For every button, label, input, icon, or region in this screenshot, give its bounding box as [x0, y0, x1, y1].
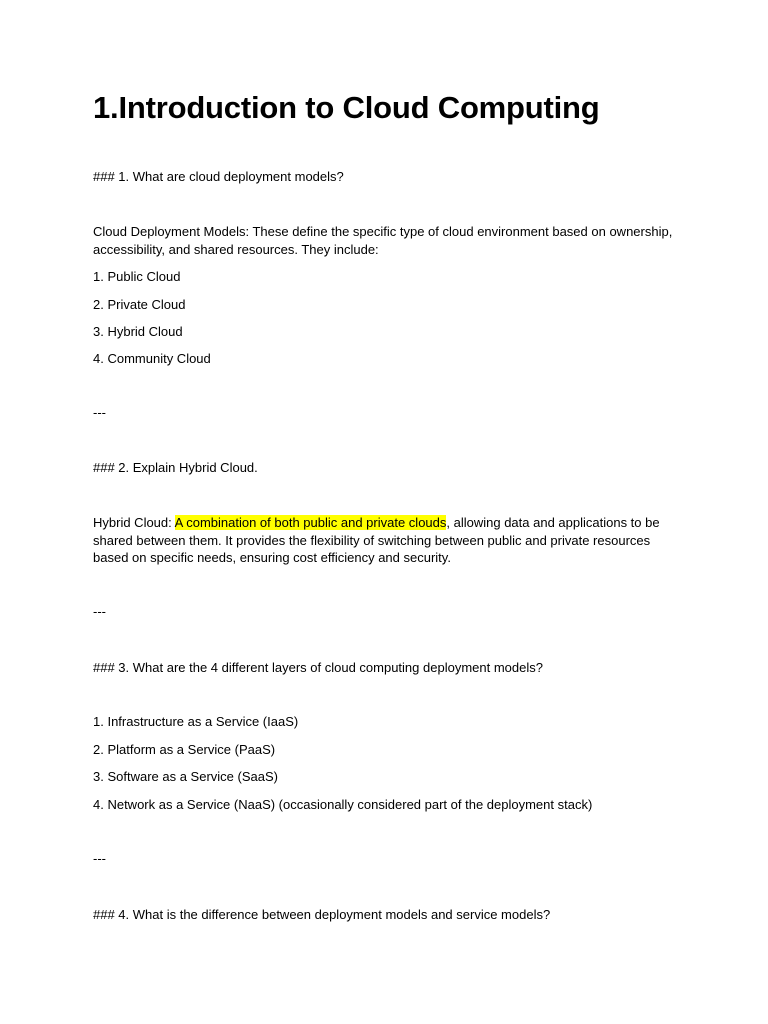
list-item: 2. Platform as a Service (PaaS): [93, 742, 276, 757]
section-3-heading: ### 3. What are the 4 different layers of cloud computing deployment models?: [93, 660, 543, 675]
list-item: 2. Private Cloud: [93, 297, 186, 312]
section-1-heading: ### 1. What are cloud deployment models?: [93, 169, 344, 184]
list-item: 1. Public Cloud: [93, 269, 181, 284]
separator: ---: [93, 604, 106, 619]
list-item: 3. Hybrid Cloud: [93, 324, 183, 339]
section-2-heading: ### 2. Explain Hybrid Cloud.: [93, 460, 258, 475]
section-4-heading: ### 4. What is the difference between deployment models and service models?: [93, 907, 551, 922]
separator: ---: [93, 851, 106, 866]
list-item: 3. Software as a Service (SaaS): [93, 769, 278, 784]
list-item: 4. Network as a Service (NaaS) (occasionally considered part of the deployment stack): [93, 797, 593, 812]
document-page: [93, 0, 683, 1024]
highlighted-text: A combination of both public and private clouds: [174, 515, 447, 530]
paragraph-lead-text: Hybrid Cloud:: [93, 515, 175, 530]
section-2-paragraph: [93, 514, 683, 567]
document-title: 1.Introduction to Cloud Computing: [93, 90, 600, 125]
section-1-intro: Cloud Deployment Models: These define the specific type of cloud environment based on ownership, accessibility, and shared resources. They include:: [93, 224, 673, 257]
list-item: 4. Community Cloud: [93, 351, 211, 366]
separator: ---: [93, 405, 106, 420]
paragraph-body-text: , allowing data and applications to be shared between them. It provides the flexibility of switching between public and private resources based on specific needs, ensuring cost efficiency and security.: [93, 515, 660, 565]
list-item: 1. Infrastructure as a Service (IaaS): [93, 714, 299, 729]
